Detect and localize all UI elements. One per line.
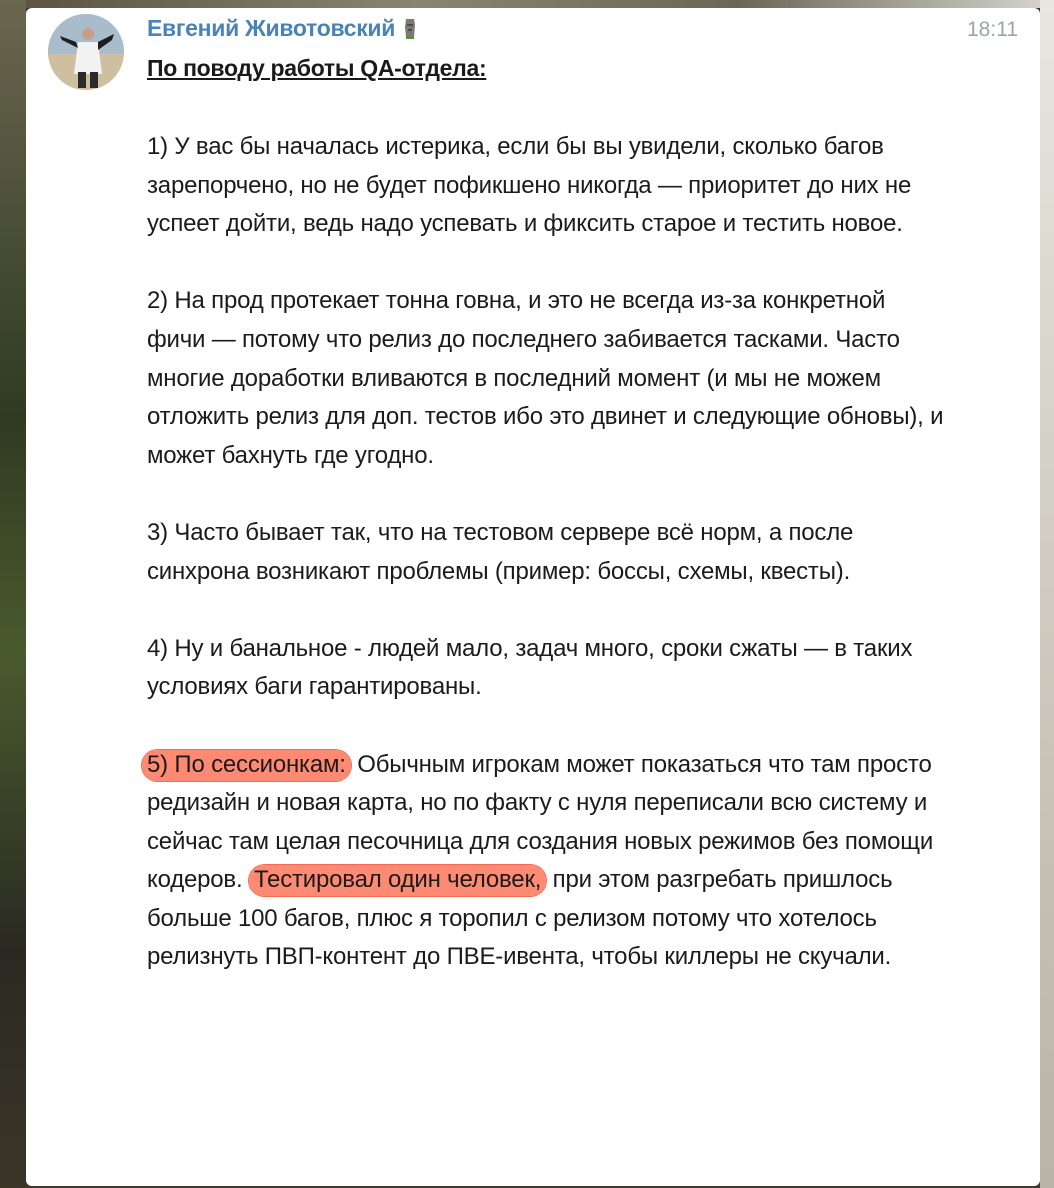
message-time: 18:11 <box>967 18 1018 41</box>
avatar-photo <box>48 14 124 90</box>
paragraph-5-text-b: при этом разгребать пришлось больше 100 багов, плюс я торопил с релизом потому что хотелось релизнуть ПВП-контент до ПВЕ-ивента, чтобы киллеры не скучали. <box>147 866 893 971</box>
moai-emoji-icon <box>403 17 417 45</box>
background-wallpaper-right <box>1040 0 1054 1188</box>
message-body <box>147 128 947 977</box>
paragraph-4: 4) Ну и банальное - людей мало, задач много, сроки сжаты — в таких условиях баги гарантированы. <box>147 634 913 701</box>
author-name-text[interactable]: Евгений Животовский <box>147 15 396 41</box>
background-wallpaper-top <box>0 0 1054 8</box>
background-wallpaper-left <box>0 0 26 1188</box>
avatar[interactable] <box>48 14 124 90</box>
author-name[interactable] <box>147 15 417 45</box>
highlight-sessions: 5) По сессионкам: <box>142 750 351 781</box>
paragraph-1: 1) У вас бы началась истерика, если бы вы увидели, сколько багов зарепорчено, но не будет пофикшено никогда — приоритет до них не успеет дойти, ведь надо успевать и фиксить старое и тестить новое. <box>147 133 912 238</box>
paragraph-2: 2) На прод протекает тонна говна, и это не всегда из-за конкретной фичи — потому что релиз до последнего забивается тасками. Часто многие доработки вливаются в последний момент (и мы не можем отложить релиз для доп. тестов ибо это двинет и следующие обновы), и может бахнуть где угодно. <box>147 287 944 469</box>
paragraph-3: 3) Часто бывает так, что на тестовом сервере всё норм, а после синхрона возникают проблемы (пример: боссы, схемы, квесты). <box>147 518 854 585</box>
paragraph-5 <box>147 746 947 978</box>
paragraph-5-text-a: Обычным игрокам может показаться что там просто редизайн и новая карта, но по факту с нуля переписали всю систему и сейчас там целая песочница для создания новых режимов без помощи кодеров. <box>147 750 934 894</box>
message-title: По поводу работы QA-отдела: <box>147 55 487 81</box>
highlight-tester: Тестировал один человек, <box>249 865 546 896</box>
